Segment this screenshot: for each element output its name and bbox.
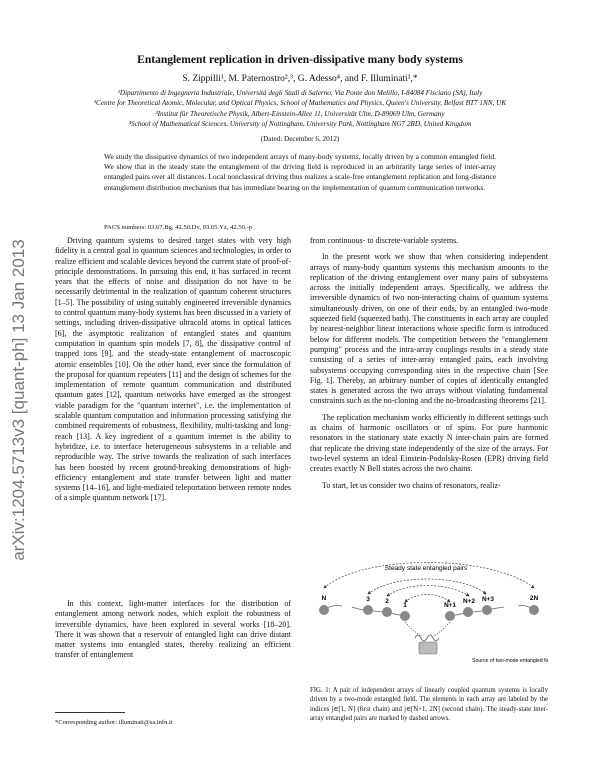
node-label: 3: [366, 596, 370, 603]
figure-caption: FIG. 1: A pair of independent arrays of linearly coupled quantum systems is locally driven by a two-mode entangled field. The elements in each array are labeled by the indices j∈[1, N] (first chain) and j∈[N+1, 2N] (second chain). The steady-state inter-array entangled pairs are marked by dashed arrows.: [310, 687, 548, 723]
entangled-pair-arrow: [368, 579, 486, 594]
date-line: (Dated: December 6, 2012): [260, 135, 340, 143]
site-node: [529, 605, 539, 615]
node-label: N+3: [481, 596, 495, 603]
body-paragraph: from continuous- to discrete-variable systems.: [310, 236, 459, 245]
arxiv-identifier: arXiv:1204.5713v3 [quant-ph] 13 Jan 2013: [9, 239, 28, 561]
footnote: *Corresponding author: illuminati@sa.infn.it: [55, 719, 173, 726]
node-label: 2: [385, 598, 389, 605]
affiliation-3: ³Institut für Theoretische Physik, Albert-Einstein-Allee 11, Universität Ulm, D-89069 Ulm, Germany: [155, 110, 445, 118]
pacs-numbers: PACS numbers: 03.67.Bg, 42.50.Dv, 03.65.Yz, 42.50.-p: [104, 224, 253, 231]
arxiv-sidebar: [6, 200, 32, 600]
site-node: [319, 605, 329, 615]
affiliation-4: ⁴School of Mathematical Sciences, University of Nottingham, University Park, Nottingham NG7 2RD, United Kingdom: [128, 120, 472, 128]
node-label: N+1: [443, 602, 457, 609]
affiliation-2: ²Centre for Theoretical Atomic, Molecular, and Optical Physics, School of Mathematics and Physics, Queen's University, Belfast BT7 1NN, UK: [93, 99, 507, 107]
site-node: [445, 611, 455, 621]
abstract: We study the dissipative dynamics of two independent arrays of many-body systems, locally driven by a common entangled field. We show that in the steady state the entanglement of the driving field is reproduced in an arbitrarily large series of inter-array entangled pairs over all distances. Local nonclassical driving thus realizes a scale-free entanglement replication and long-distance entanglement distribution mechanism that has immediate bearing on the implementation of quantum communication networks.: [104, 152, 496, 192]
site-node: [482, 605, 492, 615]
footnote-divider: [55, 712, 125, 713]
paper-title: Entanglement replication in driven-dissipative many body systems: [137, 54, 463, 66]
node-label: 2N: [529, 595, 539, 602]
source-label: Source of two-mode entangled field: [472, 658, 548, 664]
entangled-pair-arrow: [405, 595, 450, 603]
column-left-top: [55, 236, 291, 510]
figure-top-label: Steady state entangled pairs: [384, 565, 468, 572]
node-label: 1: [403, 602, 407, 609]
affiliation-1: ¹Dipartimento di Ingegneria Industriale, Università degli Studi di Salerno, Via Ponte don Melillo, I-84084 Fisciano (SA), Italy: [117, 89, 483, 97]
body-paragraph: In this context, light-matter interfaces for the distribution of entanglement among network nodes, which exploit the robustness of irreversible dynamics, have been explored in several works [18–20]. There it was shown that a reservoir of entangled light can drive distant matter systems into entangled states, thereby realizing an efficient transfer of entanglement: [55, 599, 291, 660]
site-node: [463, 607, 473, 617]
figure-1: [312, 560, 548, 678]
author-list: S. Zippilli¹, M. Paternostro²,³, G. Adesso⁴, and F. Illuminati¹,*: [182, 74, 418, 84]
node-label: N: [321, 595, 327, 602]
column-left-bottom: [55, 599, 291, 667]
field-source-icon: [419, 642, 437, 654]
node-label: N+2: [462, 598, 476, 605]
body-paragraph: The replication mechanism works efficiently in different settings such as chains of harmonic oscillators or of spins. For pure harmonic resonators in the stationary state exactly N inter-chain pairs are formed that replicate the driving state independently of the size of the arrays. For two-level systems an ideal Einstein-Podolsky-Rosen (EPR) driving field creates exactly N Bell states across the two chains.: [310, 412, 548, 474]
site-node: [363, 605, 373, 615]
body-paragraph: Driving quantum systems to desired target states with very high fidelity is a central goal in quantum sciences and technologies, in order to realize efficient and scalable devices beyond the current state of proof-of-principle demonstrations. In pursuing this end, it has surfaced in recent years that the effects of noise and dissipation do not have to be necessarily detrimental in the realization of quantum coherent structures [1–5]. The possibility of using suitably engineered irreversible dynamics to control quantum many-body systems has been discussed in a variety of settings, including driven-dissipative ultracold atoms in optical lattices [6], the asymptotic realization of entangled states and quantum computation in quantum spin models [7, 8], the dissipative control of trapped ions [9], and the steady-state entanglement of macroscopic atomic ensembles [10]. On the other hand, ever since the formulation of the proposal for quantum repeaters [11] and the design of schemes for the implementation of remote quantum communication and distributed quantum gates [12], quantum networks have emerged as the strongest viable paradigm for the "quantum internet", i.e. the implementation of scalable quantum computation and information processing satisfying the combined requirements of robustness, flexibility, multi-tasking and long-reach [13]. A key ingredient of a quantum internet is the ability to hybridize, i.e. to interface heterogeneous subsystems in a reliable and reproducible way. The strive towards the realization of such interfaces has been boosted by recent ground-breaking demonstrations of high-efficiency entanglement and state transfer between light and matter systems [14–16], and light-mediated teleportation between remote nodes of a simple quantum network [17].: [55, 236, 291, 503]
field-wave-icon: [415, 635, 439, 641]
body-paragraph: In the present work we show that when considering independent arrays of many-body quantum systems this mechanism amounts to the replication of the driving entanglement over many pairs of subsystems across the initially independent arrays. Specifically, we address the irreversible dynamics of two non-interacting chains of quantum systems simultaneously driven, on one of their ends, by an entangled two-mode squeezed field (squeezed bath). The constituents in each array are coupled by nearest-neighbor linear interactions whose specific form is introduced below for different models. The competition between the "entanglement pumping" process and the intra-array couplings results in a steady state consisting of a series of inter-array entangled pairs, each involving subsystems occupying corresponding sites in the respective chain [See Fig. 1]. Thereby, an arbitrary number of copies of identically entangled states is generated across the two arrays without violating fundamental constraints such as the no-cloning and the no-broadcasting theorems [21].: [310, 252, 548, 406]
column-right: [310, 236, 548, 497]
drive-coupling: [405, 622, 450, 636]
body-paragraph: To start, let us consider two chains of resonators, realiz-: [322, 480, 501, 490]
site-node: [382, 607, 392, 617]
figure-diagram: [312, 560, 548, 678]
site-node: [400, 611, 410, 621]
right-chain-coupling: [450, 606, 534, 617]
